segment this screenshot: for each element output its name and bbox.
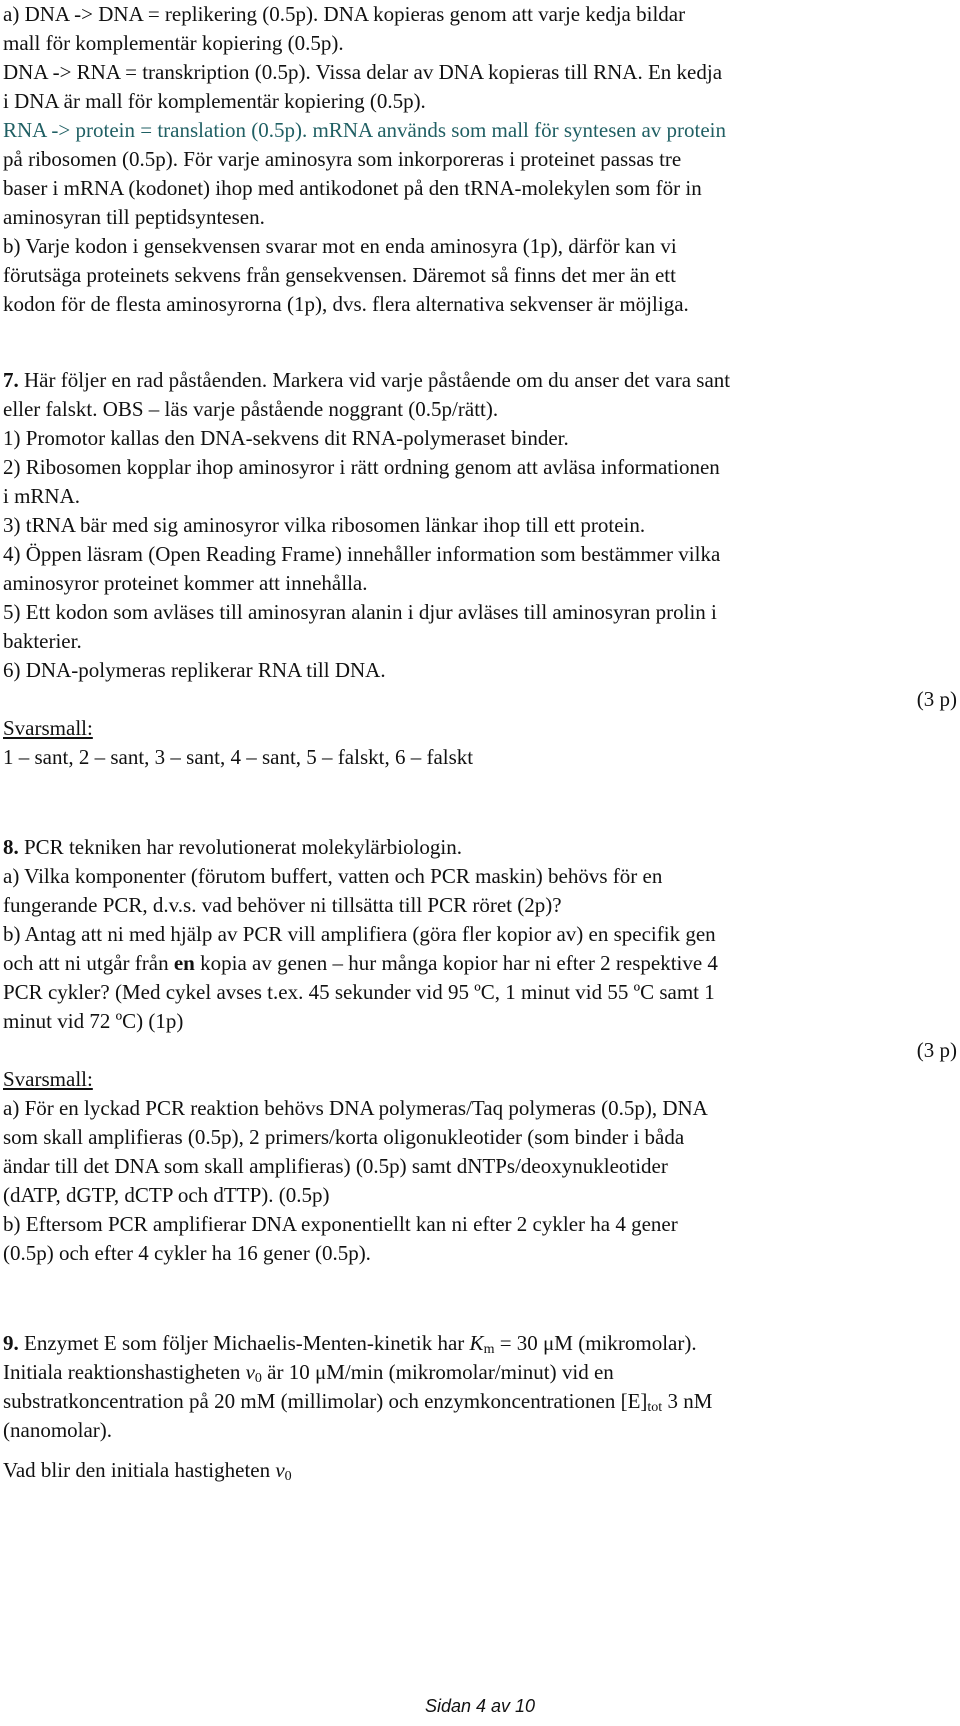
answer-text: (dATP, dGTP, dCTP och dTTP). (0.5p) bbox=[3, 1183, 330, 1207]
v-symbol: v bbox=[245, 1360, 255, 1384]
subscript: 0 bbox=[254, 1371, 262, 1386]
text-span: = 30 μM (mikromolar). bbox=[494, 1331, 697, 1355]
text-line bbox=[3, 1387, 712, 1415]
v-symbol: v bbox=[275, 1458, 285, 1482]
question-number: 9. bbox=[3, 1331, 19, 1355]
statement-4-cont: aminosyror proteinet kommer att innehålla. bbox=[3, 571, 368, 595]
text-span: kopia av genen – hur många kopior har ni efter 2 respektive 4 bbox=[194, 951, 718, 975]
km-symbol: K bbox=[469, 1331, 484, 1355]
text-span: Vad blir den initiala hastigheten bbox=[3, 1458, 276, 1482]
text-line: kodon för de flesta aminosyrorna (1p), dvs. flera alternativa sekvenser är möjliga. bbox=[3, 292, 689, 316]
text-line: minut vid 72 ºC) (1p) bbox=[3, 1009, 184, 1033]
points-label: (3 p) bbox=[916, 1038, 957, 1062]
answer-text: a) För en lyckad PCR reaktion behövs DNA polymeras/Taq polymeras (0.5p), DNA bbox=[3, 1096, 708, 1120]
text-span: Enzymet E som följer Michaelis-Menten-kinetik har bbox=[18, 1331, 470, 1355]
text-line bbox=[3, 1358, 614, 1386]
text-line bbox=[3, 1456, 292, 1484]
text-span: 3 nM bbox=[662, 1389, 713, 1413]
text-line: (nanomolar). bbox=[3, 1418, 113, 1442]
text-line: DNA -> RNA = transkription (0.5p). Vissa delar av DNA kopieras till RNA. En kedja bbox=[3, 60, 723, 84]
statement-5: 5) Ett kodon som avläses till aminosyran alanin i djur avläses till aminosyran prolin i bbox=[3, 600, 717, 624]
text-line: a) Vilka komponenter (förutom buffert, vatten och PCR maskin) behövs för en bbox=[3, 864, 663, 888]
statement-3: 3) tRNA bär med sig aminosyror vilka ribosomen länkar ihop till ett protein. bbox=[3, 513, 646, 537]
answer-text: b) Eftersom PCR amplifierar DNA exponentiellt kan ni efter 2 cykler ha 4 gener bbox=[3, 1212, 678, 1236]
page-footer: Sidan 4 av 10 bbox=[424, 1696, 536, 1716]
text-line: på ribosomen (0.5p). För varje aminosyra som inkorporeras i proteinet passas tre bbox=[3, 147, 682, 171]
text-line bbox=[3, 949, 718, 977]
question-text: Här följer en rad påståenden. Markera vid varje påstående om du anser det vara sant bbox=[18, 368, 731, 392]
subscript: 0 bbox=[284, 1469, 292, 1484]
bold-word: en bbox=[173, 951, 195, 975]
statement-6: 6) DNA-polymeras replikerar RNA till DNA. bbox=[3, 658, 386, 682]
statement-1: 1) Promotor kallas den DNA-sekvens dit RNA-polymeraset binder. bbox=[3, 426, 569, 450]
question-8-intro bbox=[3, 833, 462, 861]
text-line: aminosyran till peptidsyntesen. bbox=[3, 205, 265, 229]
points-label: (3 p) bbox=[916, 687, 957, 711]
answer-text: (0.5p) och efter 4 cykler ha 16 gener (0.5p). bbox=[3, 1241, 371, 1265]
text-span: och att ni utgår från bbox=[3, 951, 174, 975]
answer-template-label: Svarsmall: bbox=[3, 716, 93, 740]
question-text: PCR tekniken har revolutionerat molekylärbiologin. bbox=[18, 835, 462, 859]
subscript: m bbox=[483, 1342, 495, 1357]
text-line: mall för komplementär kopiering (0.5p). bbox=[3, 31, 344, 55]
answer-text: 1 – sant, 2 – sant, 3 – sant, 4 – sant, 5 – falskt, 6 – falskt bbox=[3, 745, 474, 769]
answer-text: ändar till det DNA som skall amplifieras) (0.5p) samt dNTPs/deoxynukleotider bbox=[3, 1154, 668, 1178]
text-line: PCR cykler? (Med cykel avses t.ex. 45 sekunder vid 95 ºC, 1 minut vid 55 ºC samt 1 bbox=[3, 980, 715, 1004]
text-line: RNA -> protein = translation (0.5p). mRNA används som mall för syntesen av protein bbox=[3, 118, 726, 142]
statement-5-cont: bakterier. bbox=[3, 629, 82, 653]
answer-text: som skall amplifieras (0.5p), 2 primers/korta oligonukleotider (som binder i båda bbox=[3, 1125, 685, 1149]
statement-4: 4) Öppen läsram (Open Reading Frame) innehåller information som bestämmer vilka bbox=[3, 542, 721, 566]
text-line: i DNA är mall för komplementär kopiering (0.5p). bbox=[3, 89, 426, 113]
question-number: 8. bbox=[3, 835, 19, 859]
question-number: 7. bbox=[3, 368, 19, 392]
statement-2: 2) Ribosomen kopplar ihop aminosyror i rätt ordning genom att avläsa informationen bbox=[3, 455, 720, 479]
subscript: tot bbox=[647, 1400, 663, 1415]
text-span: Initiala reaktionshastigheten bbox=[3, 1360, 246, 1384]
text-line: fungerande PCR, d.v.s. vad behöver ni tillsätta till PCR röret (2p)? bbox=[3, 893, 562, 917]
text-line: eller falskt. OBS – läs varje påstående noggrant (0.5p/rätt). bbox=[3, 397, 499, 421]
text-line: baser i mRNA (kodonet) ihop med antikodonet på den tRNA-molekylen som för in bbox=[3, 176, 702, 200]
text-line: b) Antag att ni med hjälp av PCR vill amplifiera (göra fler kopior av) en specifik gen bbox=[3, 922, 716, 946]
text-line: förutsäga proteinets sekvens från gensekvensen. Däremot så finns det mer än ett bbox=[3, 263, 676, 287]
text-span: är 10 μM/min (mikromolar/minut) vid en bbox=[261, 1360, 614, 1384]
statement-2-cont: i mRNA. bbox=[3, 484, 81, 508]
answer-template-label: Svarsmall: bbox=[3, 1067, 93, 1091]
question-7-intro bbox=[3, 366, 730, 394]
text-line: b) Varje kodon i gensekvensen svarar mot en enda aminosyra (1p), därför kan vi bbox=[3, 234, 677, 258]
text-line: a) DNA -> DNA = replikering (0.5p). DNA kopieras genom att varje kedja bildar bbox=[3, 2, 686, 26]
question-9-intro bbox=[3, 1329, 697, 1357]
text-span: substratkoncentration på 20 mM (millimolar) och enzymkoncentrationen [E] bbox=[3, 1389, 648, 1413]
